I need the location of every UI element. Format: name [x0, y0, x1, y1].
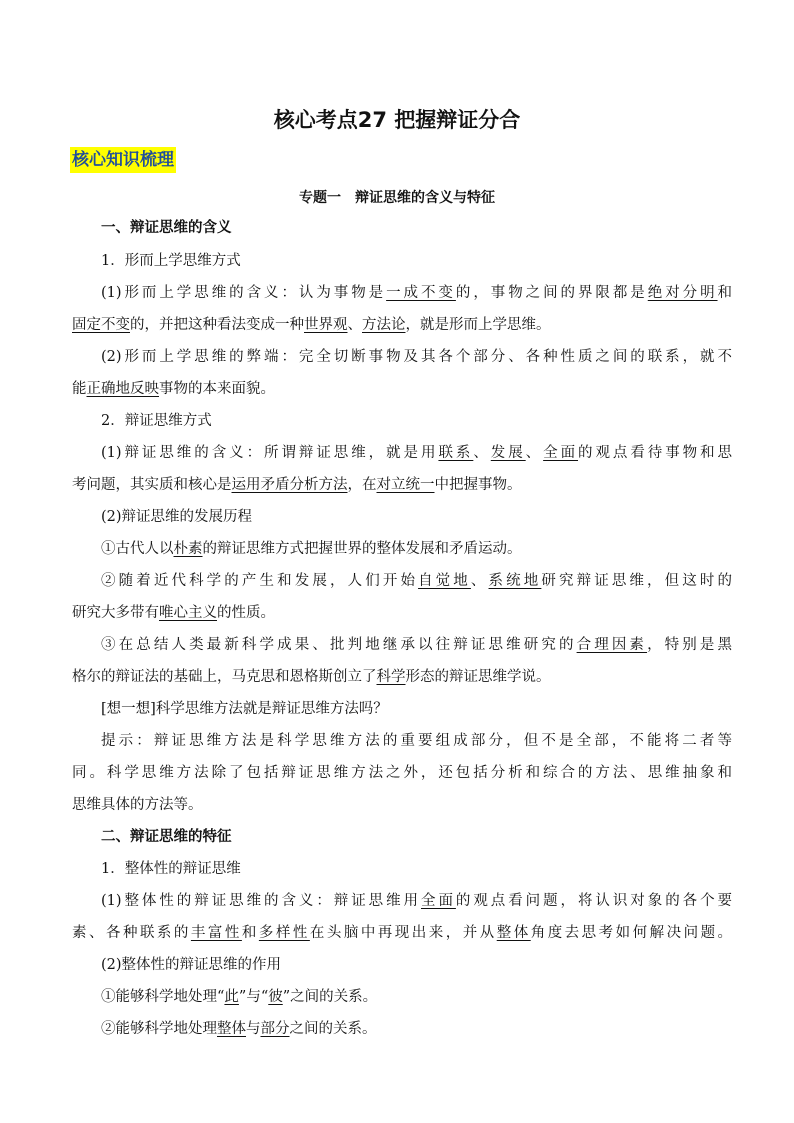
text-line	[72, 315, 732, 335]
text-line	[101, 827, 732, 847]
text-run: ①古代人以	[101, 541, 174, 557]
underlined-keyword: 自觉地	[418, 573, 471, 589]
page-title: 核心考点27 把握辩证分合	[273, 108, 521, 132]
text-run: 和	[717, 285, 733, 301]
text-run: ，在	[347, 477, 377, 493]
text-run: 中把握事物。	[434, 477, 522, 493]
text-line	[101, 699, 732, 719]
text-line	[101, 987, 732, 1007]
text-line	[72, 667, 732, 687]
underlined-keyword: 整体	[217, 1021, 246, 1037]
text-run: 1．形而上学思维方式	[101, 253, 241, 269]
text-line	[72, 795, 732, 815]
underlined-keyword: 世界观	[304, 317, 348, 333]
text-run: ，就是形而上学思维。	[405, 317, 551, 333]
text-line	[101, 731, 732, 751]
underlined-keyword: 全面	[543, 445, 579, 461]
text-run: 格尔的辩证法的基础上，马克思和恩格斯创立了	[72, 669, 377, 685]
underlined-keyword: 彼	[268, 989, 283, 1005]
underlined-keyword: 运用矛盾分析方法	[231, 477, 348, 493]
text-run: 一、辩证思维的含义	[101, 219, 232, 236]
text-run: 、	[525, 445, 544, 461]
underlined-keyword: 部分	[260, 1021, 290, 1037]
text-run: ”与“	[238, 989, 269, 1005]
text-run: 思维具体的方法等。	[72, 797, 203, 813]
text-run: 同。科学思维方法除了包括辩证思维方法之外，还包括分析和综合的方法、思维抽象和	[72, 765, 732, 781]
text-run: (2)整体性的辩证思维的作用	[101, 957, 282, 973]
underlined-keyword: 朴素	[173, 541, 203, 557]
text-line	[101, 507, 732, 527]
text-run: 之间的关系。	[289, 1021, 377, 1037]
underlined-keyword: 对立统一	[376, 477, 435, 493]
text-run: 能	[72, 381, 87, 397]
text-line	[101, 859, 732, 879]
text-run: (2)辩证思维的发展历程	[101, 509, 253, 525]
text-line	[101, 347, 732, 367]
text-line	[101, 635, 732, 655]
text-line	[101, 283, 732, 303]
text-run: 的，事物之间的界限都是	[455, 285, 648, 301]
text-line	[101, 411, 732, 431]
topic-heading: 专题一 辩证思维的含义与特征	[299, 190, 495, 206]
underlined-keyword: 联系	[438, 445, 474, 461]
text-line	[72, 603, 732, 623]
underlined-keyword: 丰富性	[190, 925, 242, 941]
text-run: 事物的本来面貌。	[159, 381, 275, 397]
text-run: 和	[241, 925, 259, 941]
underlined-keyword: 科学	[376, 669, 406, 685]
text-run: ①能够科学地处理“	[101, 989, 225, 1005]
text-run: 提示：辩证思维方法是科学思维方法的重要组成部分，但不是全部，不能将二者等	[101, 733, 732, 749]
underlined-keyword: 整体	[496, 925, 531, 941]
text-run: 的观点看待事物和思	[578, 445, 733, 461]
text-run: (1)整体性的辩证思维的含义：辩证思维用	[101, 893, 421, 909]
underlined-keyword: 绝对分明	[647, 285, 718, 301]
underlined-keyword: 正确地反映	[86, 381, 159, 397]
text-line	[101, 443, 732, 463]
underlined-keyword: 多样性	[258, 925, 310, 941]
text-line	[101, 1019, 732, 1039]
text-run: 的辩证思维方式把握世界的整体发展和矛盾运动。	[202, 541, 522, 557]
underlined-keyword: 方法论	[362, 317, 406, 333]
text-run: 、	[470, 573, 489, 589]
text-line	[101, 539, 732, 559]
section-badge: 核心知识梳理	[70, 147, 176, 173]
text-run: [想一想]科学思维方法就是辩证思维方法吗？	[101, 701, 388, 717]
underlined-keyword: 此	[224, 989, 239, 1005]
text-run: 素、各种联系的	[72, 925, 191, 941]
text-line	[101, 891, 732, 911]
underlined-keyword: 固定不变	[72, 317, 130, 333]
underlined-keyword: 唯心主义	[159, 605, 217, 621]
text-line	[72, 923, 732, 943]
text-run: 与	[246, 1021, 261, 1037]
underlined-keyword: 合理因素	[576, 637, 648, 653]
text-run: 2．辩证思维方式	[101, 413, 212, 429]
underlined-keyword: 发展	[490, 445, 526, 461]
text-run: 的性质。	[217, 605, 275, 621]
text-run: 的，并把这种看法变成一种	[130, 317, 304, 333]
text-line	[101, 251, 732, 271]
text-line	[101, 571, 732, 591]
text-line	[101, 955, 732, 975]
text-run: (1)辩证思维的含义：所谓辩证思维，就是用	[101, 445, 439, 461]
text-run: 角度去思考如何解决问题。	[530, 925, 733, 941]
text-run: ，特别是黑	[647, 637, 733, 653]
text-run: 1．整体性的辩证思维	[101, 861, 241, 877]
text-run: 研究辩证思维，但这时的	[541, 573, 733, 589]
text-line	[72, 475, 732, 495]
text-run: 、	[347, 317, 362, 333]
text-run: ②能够科学地处理	[101, 1021, 217, 1037]
text-run: (1)形而上学思维的含义：认为事物是	[101, 285, 387, 301]
underlined-keyword: 一成不变	[386, 285, 456, 301]
text-line	[101, 218, 732, 238]
text-run: ②随着近代科学的产生和发展，人们开始	[101, 573, 419, 589]
text-run: 在头脑中再现出来，并从	[309, 925, 497, 941]
text-line	[72, 763, 732, 783]
text-run: ③在总结人类最新科学成果、批判地继承以往辩证思维研究的	[101, 637, 577, 653]
underlined-keyword: 全面	[421, 893, 456, 909]
text-run: 、	[473, 445, 491, 461]
text-run: 研究大多带有	[72, 605, 159, 621]
text-run: 形态的辩证思维学说。	[405, 669, 551, 685]
text-run: 考问题，其实质和核心是	[72, 477, 232, 493]
text-run: 的观点看问题，将认识对象的各个要	[455, 893, 733, 909]
text-run: (2)形而上学思维的弊端：完全切断事物及其各个部分、各种性质之间的联系，就不	[101, 349, 732, 365]
underlined-keyword: 系统地	[488, 573, 542, 589]
text-run: 二、辩证思维的特征	[101, 828, 232, 845]
text-run: ”之间的关系。	[282, 989, 378, 1005]
text-line	[72, 379, 732, 399]
